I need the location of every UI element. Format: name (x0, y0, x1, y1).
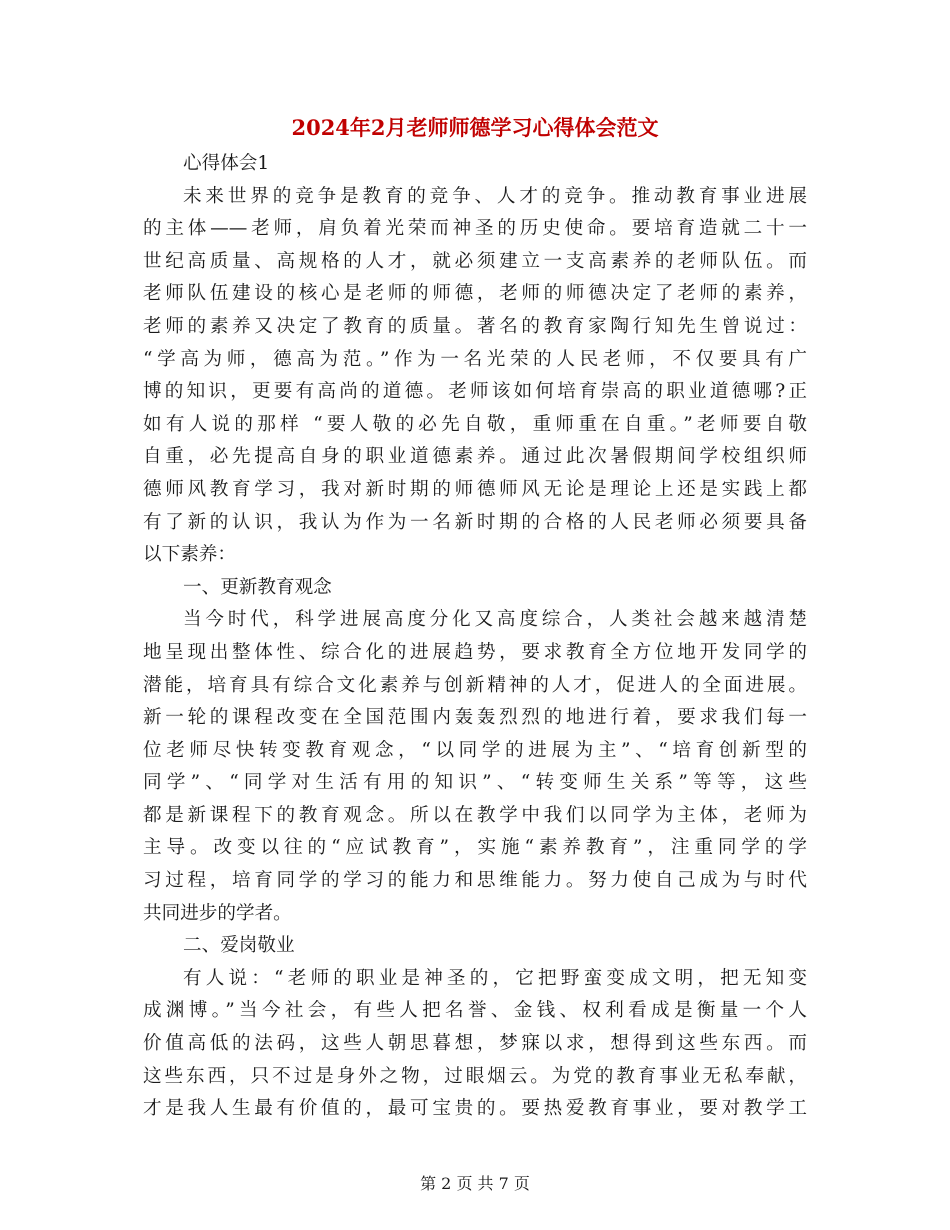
document-body (143, 148, 807, 1126)
text-line: 共同进步的学者。 (143, 902, 292, 924)
text-line: 这些东西，只不过是身外之物，过眼烟云。为党的教育事业无私奉献， (143, 1065, 807, 1087)
text-line: 才是我人生最有价值的，最可宝贵的。要热爱教育事业，要对教学工 (143, 1098, 807, 1120)
text-line: 老师队伍建设的核心是老师的师德，老师的师德决定了老师的素养， (143, 283, 807, 305)
section-label: 心得体会1 (183, 153, 270, 174)
section-heading: 二、爱岗敬业 (183, 935, 295, 957)
text-line: 潜能，培育具有综合文化素养与创新精神的人才，促进人的全面进展。 (143, 674, 807, 696)
text-line: 德师风教育学习，我对新时期的师德师风无论是理论上还是实践上都 (143, 478, 807, 500)
text-line: 世纪高质量、高规格的人才，就必须建立一支高素养的老师队伍。而 (143, 250, 807, 272)
text-line: “学高为师，德高为范。”作为一名光荣的人民老师，不仅要具有广 (143, 348, 807, 370)
text-line: 成渊博。”当今社会，有些人把名誉、金钱、权利看成是衡量一个人 (143, 1000, 807, 1022)
text-line: 如有人说的那样 “要人敬的必先自敬，重师重在自重。”老师要自敬 (143, 413, 807, 435)
text-line: 以下素养： (143, 544, 236, 566)
text-line: 博的知识，更要有高尚的道德。老师该如何培育崇高的职业道德哪?正 (143, 381, 807, 403)
text-line: 价值高低的法码，这些人朝思暮想，梦寐以求，想得到这些东西。而 (143, 1033, 807, 1055)
text-line: 有了新的认识，我认为作为一名新时期的合格的人民老师必须要具备 (143, 511, 807, 533)
text-line: 同学”、“同学对生活有用的知识”、“转变师生关系”等等，这些 (143, 772, 807, 794)
text-line: 新一轮的课程改变在全国范围内轰轰烈烈的地进行着，要求我们每一 (143, 707, 807, 729)
section-heading: 一、更新教育观念 (183, 576, 332, 598)
text-line: 老师的素养又决定了教育的质量。著名的教育家陶行知先生曾说过： (143, 315, 807, 337)
text-line: 主导。改变以往的“应试教育”，实施“素养教育”，注重同学的学 (143, 837, 807, 859)
page-footer: 第 2 页 共 7 页 (420, 1174, 530, 1193)
text-line: 习过程，培育同学的学习的能力和思维能力。努力使自己成为与时代 (143, 870, 807, 892)
text-line: 未来世界的竞争是教育的竞争、人才的竞争。推动教育事业进展 (183, 185, 807, 207)
text-line: 位老师尽快转变教育观念，“以同学的进展为主”、“培育创新型的 (143, 739, 807, 761)
text-line: 有人说：“老师的职业是神圣的，它把野蛮变成文明，把无知变 (183, 967, 807, 989)
paragraph-lines (143, 181, 807, 1126)
text-line: 当今时代，科学进展高度分化又高度综合，人类社会越来越清楚 (183, 609, 807, 631)
document-title: 2024年2月老师师德学习心得体会范文 (291, 115, 659, 140)
text-line: 都是新课程下的教育观念。所以在教学中我们以同学为主体，老师为 (143, 804, 807, 826)
text-line: 自重，必先提高自身的职业道德素养。通过此次暑假期间学校组织师 (143, 446, 807, 468)
text-line: 的主体——老师，肩负着光荣而神圣的历史使命。要培育造就二十一 (143, 218, 807, 240)
text-line: 地呈现出整体性、综合化的进展趋势，要求教育全方位地开发同学的 (143, 641, 807, 663)
